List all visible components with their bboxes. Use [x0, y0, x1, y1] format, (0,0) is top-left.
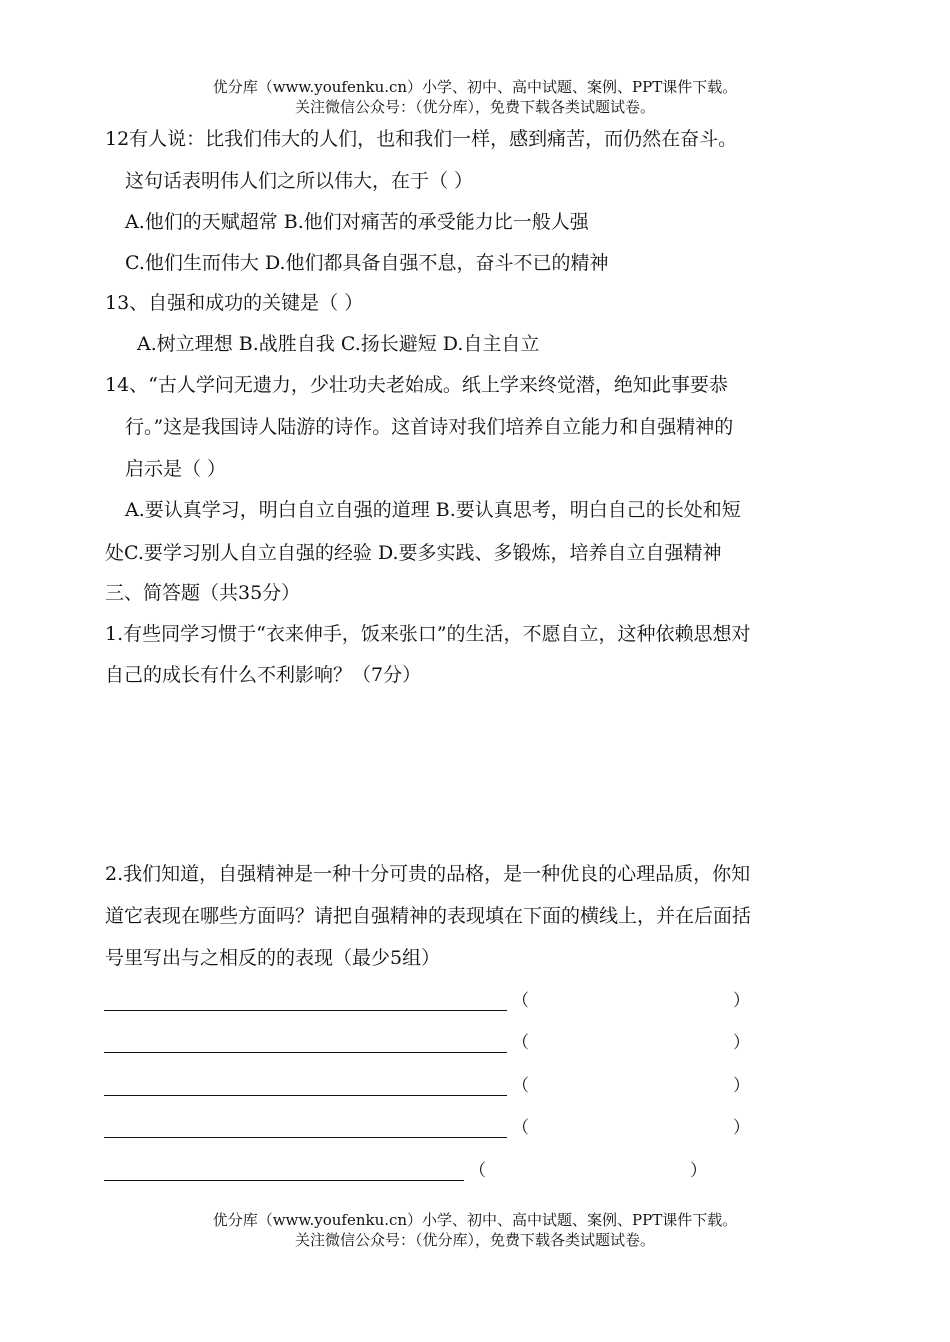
page-footer	[0, 1210, 950, 1250]
section-3-title: 三、简答题（共35分）	[105, 582, 301, 604]
header-line-2: 关注微信公众号：（优分库），免费下载各类试题试卷。	[294, 98, 655, 116]
q12-options-line-1: A.他们的天赋超常 B.他们对痛苦的承受能力比一般人强	[125, 211, 589, 233]
page-header	[0, 77, 950, 117]
close-paren-5: ）	[690, 1161, 707, 1181]
q12-options-line-2: C.他们生而伟大 D.他们都具备自强不息，奋斗不已的精神	[125, 252, 609, 274]
q13-options: A.树立理想 B.战胜自我 C.扬长避短 D.自主自立	[137, 333, 540, 355]
q14-stem-line-1: 14、“古人学问无遗力，少壮功夫老始成。纸上学来终觉潜，绝知此事要恭	[105, 374, 728, 396]
answer-blank-4[interactable]	[104, 1137, 507, 1138]
answer-blank-5[interactable]	[104, 1180, 464, 1181]
q14-options-line-1: A.要认真学习，明白自立自强的道理 B.要认真思考，明白自己的长处和短	[125, 499, 741, 521]
q14-stem-line-2: 行。”这是我国诗人陆游的诗作。这首诗对我们培养自立能力和自强精神的	[125, 416, 734, 438]
sq2-line-1: 2.我们知道，自强精神是一种十分可贵的品格，是一种优良的心理品质，你知	[105, 863, 751, 885]
close-paren-3: ）	[733, 1076, 750, 1096]
sq2-line-2: 道它表现在哪些方面吗？请把自强精神的表现填在下面的横线上，并在后面括	[105, 905, 752, 927]
q14-options-line-2: 处C.要学习别人自立自强的经验 D.要多实践、多锻炼，培养自立自强精神	[105, 542, 722, 564]
q12-stem-line-2: 这句话表明伟人们之所以伟大，在于（ ）	[125, 170, 474, 192]
answer-blank-2[interactable]	[104, 1052, 507, 1053]
close-paren-2: ）	[733, 1033, 750, 1053]
open-paren-3: （	[512, 1076, 529, 1096]
q12-stem-line-1: 12有人说：比我们伟大的人们，也和我们一样，感到痛苦，而仍然在奋斗。	[105, 128, 738, 150]
sq2-line-3: 号里写出与之相反的的表现（最少5组）	[105, 947, 441, 969]
header-line-1: 优分库（www.youfenku.cn）小学、初中、高中试题、案例、PPT课件下载。	[212, 78, 738, 96]
open-paren-4: （	[512, 1118, 529, 1138]
q14-stem-line-3: 启示是（ ）	[125, 458, 227, 480]
footer-line-1: 优分库（www.youfenku.cn）小学、初中、高中试题、案例、PPT课件下载。	[212, 1211, 738, 1229]
close-paren-4: ）	[733, 1118, 750, 1138]
open-paren-2: （	[512, 1033, 529, 1053]
sq1-line-2: 自己的成长有什么不利影响？（7分）	[105, 664, 422, 686]
footer-line-2: 关注微信公众号：（优分库），免费下载各类试题试卷。	[294, 1231, 655, 1249]
open-paren-5: （	[469, 1161, 486, 1181]
close-paren-1: ）	[733, 991, 750, 1011]
sq1-line-1: 1.有些同学习惯于“衣来伸手，饭来张口”的生活，不愿自立，这种依赖思想对	[105, 623, 751, 645]
answer-blank-3[interactable]	[104, 1095, 507, 1096]
q13-stem: 13、自强和成功的关键是（ ）	[105, 292, 364, 314]
answer-blank-1[interactable]	[104, 1010, 507, 1011]
open-paren-1: （	[512, 991, 529, 1011]
